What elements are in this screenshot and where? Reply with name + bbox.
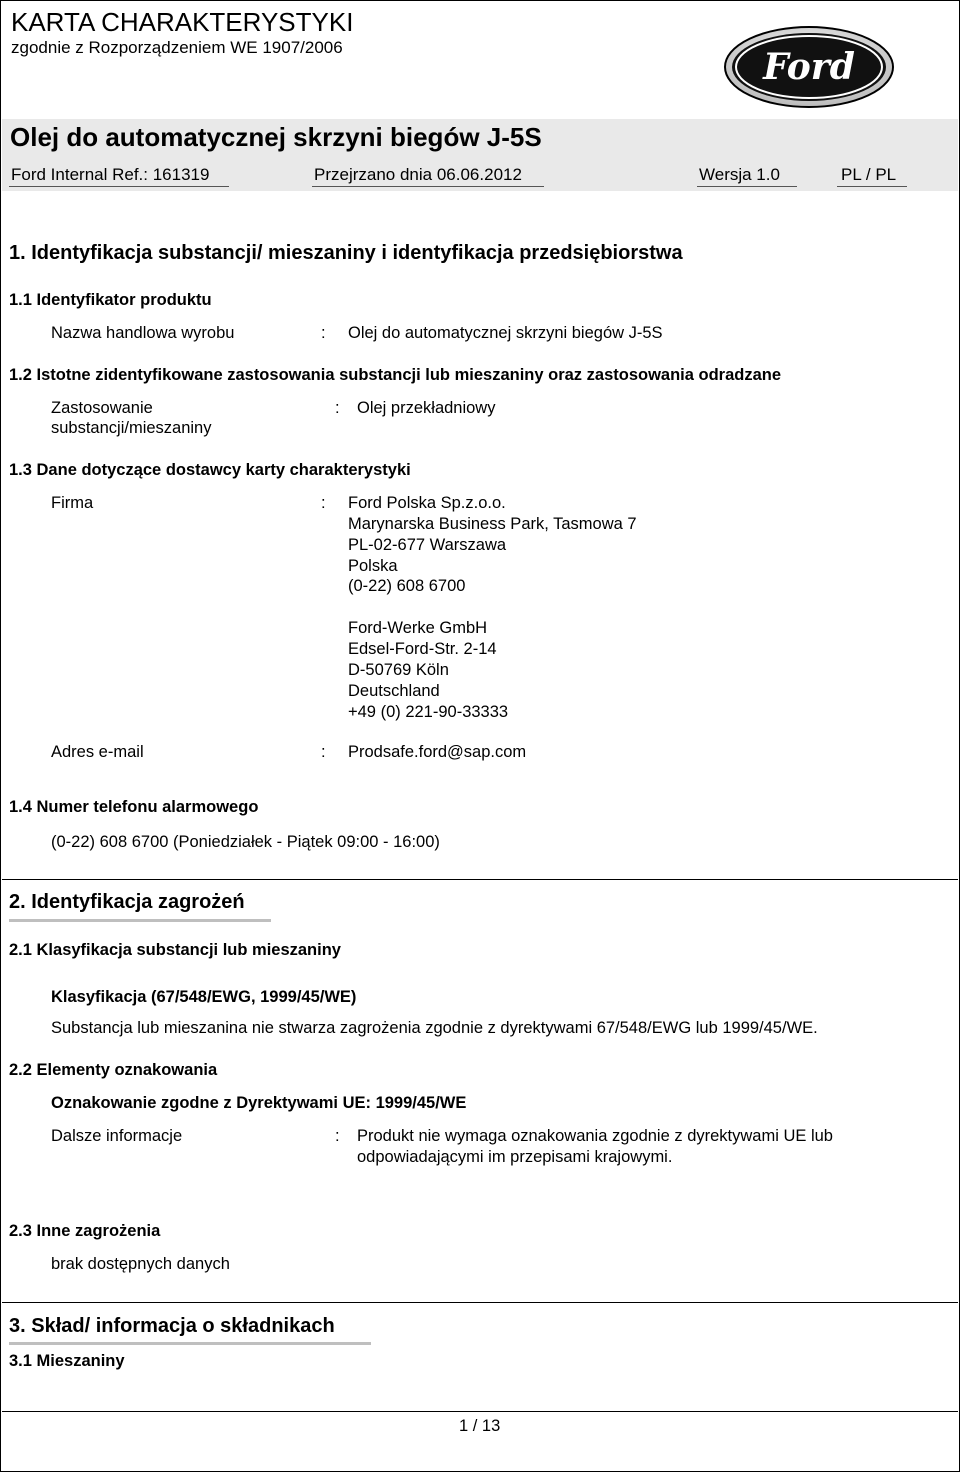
section-2-title: 2. Identyfikacja zagrożeń bbox=[9, 891, 245, 913]
classification-heading: Klasyfikacja (67/548/EWG, 1999/45/WE) bbox=[51, 988, 357, 1006]
divider bbox=[9, 186, 229, 187]
version: Wersja 1.0 bbox=[699, 165, 780, 184]
firm-line: Polska bbox=[348, 557, 398, 575]
colon: : bbox=[335, 399, 340, 417]
firm-line: Ford Polska Sp.z.o.o. bbox=[348, 494, 506, 512]
colon: : bbox=[321, 324, 326, 342]
further-info-line1: Produkt nie wymaga oznakowania zgodnie z dyrektywami UE lub bbox=[357, 1127, 833, 1145]
emergency-phone: (0-22) 608 6700 (Poniedziałek - Piątek 09:00 - 16:00) bbox=[51, 833, 440, 851]
subsection-1-2-title: 1.2 Istotne zidentyfikowane zastosowania substancji lub mieszaniny oraz zastosowania odradzane bbox=[9, 366, 782, 384]
section-divider bbox=[2, 879, 958, 880]
firm-line: Marynarska Business Park, Tasmowa 7 bbox=[348, 515, 637, 533]
firm-label: Firma bbox=[51, 494, 94, 512]
subsection-2-2-title: 2.2 Elementy oznakowania bbox=[9, 1061, 218, 1079]
firm-line: Ford-Werke GmbH bbox=[348, 619, 488, 637]
document-title: KARTA CHARAKTERYSTYKI bbox=[11, 7, 354, 37]
firm-line: PL-02-677 Warszawa bbox=[348, 536, 507, 554]
colon: : bbox=[321, 743, 326, 761]
regulation-line: zgodnie z Rozporządzeniem WE 1907/2006 bbox=[11, 38, 343, 57]
colon: : bbox=[321, 494, 326, 512]
logo-text: Ford bbox=[763, 46, 855, 88]
subsection-3-1-title: 3.1 Mieszaniny bbox=[9, 1352, 125, 1370]
use-label-line1: Zastosowanie bbox=[51, 399, 153, 417]
divider bbox=[697, 186, 797, 187]
labelling-heading: Oznakowanie zgodne z Dyrektywami UE: 1999/45/WE bbox=[51, 1094, 467, 1112]
title-underline bbox=[9, 1342, 371, 1345]
firm-line: (0-22) 608 6700 bbox=[348, 577, 466, 595]
section-divider bbox=[2, 1302, 958, 1303]
use-value: Olej przekładniowy bbox=[357, 399, 496, 417]
divider bbox=[837, 186, 907, 187]
section-3-title: 3. Skład/ informacja o składnikach bbox=[9, 1315, 335, 1337]
classification-text: Substancja lub mieszanina nie stwarza zagrożenia zgodnie z dyrektywami 67/548/EWG lub 1999/45/WE. bbox=[51, 1019, 818, 1037]
internal-ref: Ford Internal Ref.: 161319 bbox=[11, 165, 210, 184]
colon: : bbox=[335, 1127, 340, 1145]
subsection-2-1-title: 2.1 Klasyfikacja substancji lub mieszaniny bbox=[9, 941, 341, 959]
page-number: 1 / 13 bbox=[459, 1417, 501, 1435]
trade-name-value: Olej do automatycznej skrzyni biegów J-5S bbox=[348, 324, 663, 342]
firm-line: Deutschland bbox=[348, 682, 440, 700]
revision-date: Przejrzano dnia 06.06.2012 bbox=[314, 165, 522, 184]
divider bbox=[312, 186, 544, 187]
subsection-2-3-title: 2.3 Inne zagrożenia bbox=[9, 1222, 161, 1240]
further-info-label: Dalsze informacje bbox=[51, 1127, 183, 1145]
other-hazards-value: brak dostępnych danych bbox=[51, 1255, 230, 1273]
trade-name-label: Nazwa handlowa wyrobu bbox=[51, 324, 235, 342]
firm-line: +49 (0) 221-90-33333 bbox=[348, 703, 509, 721]
product-title: Olej do automatycznej skrzyni biegów J-5S bbox=[10, 122, 542, 152]
firm-line: D-50769 Köln bbox=[348, 661, 449, 679]
subsection-1-4-title: 1.4 Numer telefonu alarmowego bbox=[9, 798, 259, 816]
section-1-title: 1. Identyfikacja substancji/ mieszaniny i identyfikacja przedsiębiorstwa bbox=[9, 242, 683, 264]
email-label: Adres e-mail bbox=[51, 743, 144, 761]
firm-line: Edsel-Ford-Str. 2-14 bbox=[348, 640, 497, 658]
further-info-line2: odpowiadającymi im przepisami krajowymi. bbox=[357, 1148, 673, 1166]
email-value: Prodsafe.ford@sap.com bbox=[348, 743, 527, 761]
ford-logo bbox=[723, 25, 895, 109]
title-underline bbox=[9, 919, 271, 922]
subsection-1-1-title: 1.1 Identyfikator produktu bbox=[9, 291, 212, 309]
use-label-line2: substancji/mieszaniny bbox=[51, 419, 212, 437]
language: PL / PL bbox=[841, 165, 897, 184]
subsection-1-3-title: 1.3 Dane dotyczące dostawcy karty charakterystyki bbox=[9, 461, 411, 479]
